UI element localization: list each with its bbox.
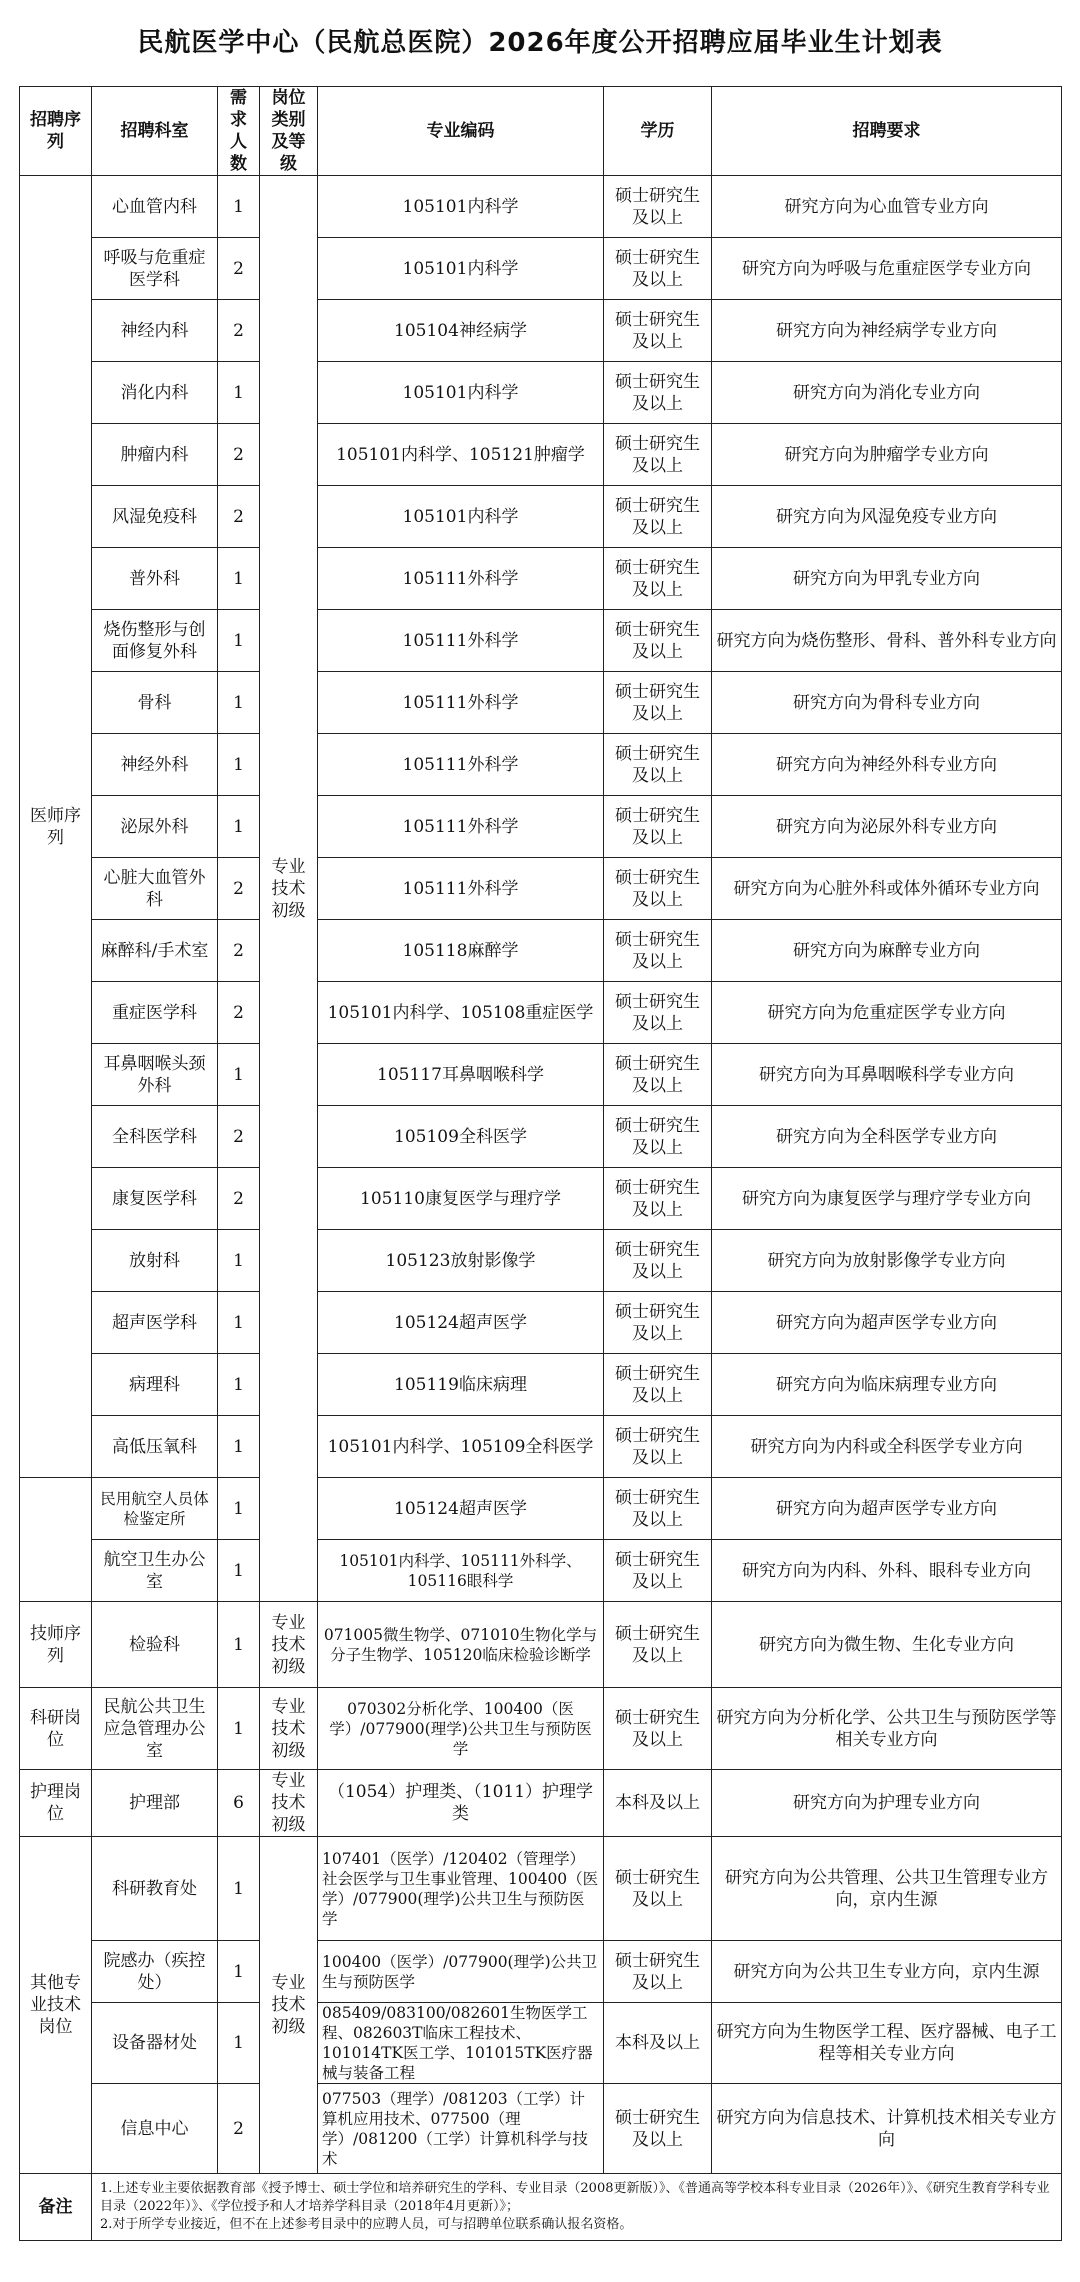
cell-major: 107401（医学）/120402（管理学）社会医学与卫生事业管理、100400（医学）/077900(理学)公共卫生与预防医学 — [318, 1837, 604, 1941]
group-other: 其他专业技术岗位 — [20, 1837, 92, 2174]
table-row — [20, 1292, 1062, 1354]
table-row — [20, 1168, 1062, 1230]
cell-num: 1 — [218, 1540, 260, 1602]
cell-edu: 硕士研究生及以上 — [604, 424, 712, 486]
cell-dept: 心血管内科 — [92, 176, 218, 238]
header-seq: 招聘序列 — [20, 87, 92, 176]
table-row — [20, 796, 1062, 858]
cell-edu: 硕士研究生及以上 — [604, 610, 712, 672]
cell-major: 105101内科学 — [318, 362, 604, 424]
cell-dept: 信息中心 — [92, 2084, 218, 2174]
cell-num: 2 — [218, 300, 260, 362]
cell-major: 105123放射影像学 — [318, 1230, 604, 1292]
cell-req: 研究方向为烧伤整形、骨科、普外科专业方向 — [712, 610, 1062, 672]
cell-major: 105124超声医学 — [318, 1478, 604, 1540]
cell-dept: 烧伤整形与创面修复外科 — [92, 610, 218, 672]
cell-num: 1 — [218, 362, 260, 424]
table-row — [20, 1602, 1062, 1688]
table-row — [20, 362, 1062, 424]
cell-dept: 民航公共卫生应急管理办公室 — [92, 1688, 218, 1770]
cell-req: 研究方向为甲乳专业方向 — [712, 548, 1062, 610]
cell-major: 105118麻醉学 — [318, 920, 604, 982]
cell-edu: 硕士研究生及以上 — [604, 1292, 712, 1354]
cell-edu: 硕士研究生及以上 — [604, 982, 712, 1044]
cell-num: 1 — [218, 1941, 260, 2003]
cell-major: 105117耳鼻咽喉科学 — [318, 1044, 604, 1106]
table-row — [20, 1044, 1062, 1106]
table-row — [20, 1941, 1062, 2003]
cell-req: 研究方向为风湿免疫专业方向 — [712, 486, 1062, 548]
cell-dept: 肿瘤内科 — [92, 424, 218, 486]
cell-dept: 消化内科 — [92, 362, 218, 424]
cell-num: 2 — [218, 858, 260, 920]
cell-num: 2 — [218, 2084, 260, 2174]
table-row — [20, 858, 1062, 920]
table-row — [20, 424, 1062, 486]
cell-num: 1 — [218, 672, 260, 734]
cell-edu: 硕士研究生及以上 — [604, 858, 712, 920]
cell-req: 研究方向为超声医学专业方向 — [712, 1478, 1062, 1540]
cell-major: 105111外科学 — [318, 548, 604, 610]
cell-dept: 护理部 — [92, 1770, 218, 1837]
cell-req: 研究方向为放射影像学专业方向 — [712, 1230, 1062, 1292]
cell-req: 研究方向为信息技术、计算机技术相关专业方向 — [712, 2084, 1062, 2174]
cell-major: 105110康复医学与理疗学 — [318, 1168, 604, 1230]
cell-major: 105124超声医学 — [318, 1292, 604, 1354]
table-row — [20, 176, 1062, 238]
category-doctor: 专业技术初级 — [260, 176, 318, 1602]
cell-dept: 超声医学科 — [92, 1292, 218, 1354]
notes-row — [20, 2174, 1062, 2241]
cell-req: 研究方向为护理专业方向 — [712, 1770, 1062, 1837]
cell-edu: 硕士研究生及以上 — [604, 1354, 712, 1416]
cell-req: 研究方向为心脏外科或体外循环专业方向 — [712, 858, 1062, 920]
cell-req: 研究方向为临床病理专业方向 — [712, 1354, 1062, 1416]
header-cat: 岗位类别及等级 — [260, 87, 318, 176]
cell-req: 研究方向为超声医学专业方向 — [712, 1292, 1062, 1354]
cell-dept: 神经外科 — [92, 734, 218, 796]
cell-num: 1 — [218, 1044, 260, 1106]
cell-dept: 重症医学科 — [92, 982, 218, 1044]
table-row — [20, 238, 1062, 300]
cell-dept: 全科医学科 — [92, 1106, 218, 1168]
recruitment-table — [19, 86, 1062, 2241]
group-doctor: 医师序列 — [20, 176, 92, 1478]
cell-major: 105109全科医学 — [318, 1106, 604, 1168]
cell-major: 105101内科学、105108重症医学 — [318, 982, 604, 1044]
table-row — [20, 734, 1062, 796]
cell-req: 研究方向为骨科专业方向 — [712, 672, 1062, 734]
cell-dept: 放射科 — [92, 1230, 218, 1292]
cell-num: 1 — [218, 1354, 260, 1416]
cell-req: 研究方向为呼吸与危重症医学专业方向 — [712, 238, 1062, 300]
cell-num: 1 — [218, 734, 260, 796]
cell-dept: 风湿免疫科 — [92, 486, 218, 548]
cell-req: 研究方向为泌尿外科专业方向 — [712, 796, 1062, 858]
cell-dept: 病理科 — [92, 1354, 218, 1416]
category-research: 专业技术初级 — [260, 1688, 318, 1770]
cell-dept: 检验科 — [92, 1602, 218, 1688]
cell-num: 2 — [218, 486, 260, 548]
cell-num: 1 — [218, 1230, 260, 1292]
cell-num: 1 — [218, 1416, 260, 1478]
cell-req: 研究方向为心血管专业方向 — [712, 176, 1062, 238]
cell-edu: 本科及以上 — [604, 2003, 712, 2084]
cell-num: 1 — [218, 548, 260, 610]
cell-major: 105104神经病学 — [318, 300, 604, 362]
cell-dept: 院感办（疾控处） — [92, 1941, 218, 2003]
table-row — [20, 300, 1062, 362]
table-row — [20, 1416, 1062, 1478]
cell-edu: 硕士研究生及以上 — [604, 176, 712, 238]
group-nursing: 护理岗位 — [20, 1770, 92, 1837]
cell-major: 105111外科学 — [318, 796, 604, 858]
table-row — [20, 1478, 1062, 1540]
cell-edu: 本科及以上 — [604, 1770, 712, 1837]
cell-dept: 呼吸与危重症医学科 — [92, 238, 218, 300]
cell-major: 071005微生物学、071010生物化学与分子生物学、105120临床检验诊断学 — [318, 1602, 604, 1688]
cell-num: 2 — [218, 238, 260, 300]
cell-req: 研究方向为神经外科专业方向 — [712, 734, 1062, 796]
table-row — [20, 486, 1062, 548]
cell-major: 105111外科学 — [318, 672, 604, 734]
cell-num: 1 — [218, 796, 260, 858]
group-tech: 技师序列 — [20, 1602, 92, 1688]
category-nursing: 专业技术初级 — [260, 1770, 318, 1837]
cell-num: 1 — [218, 176, 260, 238]
cell-edu: 硕士研究生及以上 — [604, 1106, 712, 1168]
cell-req: 研究方向为内科或全科医学专业方向 — [712, 1416, 1062, 1478]
cell-edu: 硕士研究生及以上 — [604, 238, 712, 300]
table-row — [20, 920, 1062, 982]
cell-num: 2 — [218, 982, 260, 1044]
cell-major: 105111外科学 — [318, 734, 604, 796]
cell-edu: 硕士研究生及以上 — [604, 1941, 712, 2003]
cell-dept: 康复医学科 — [92, 1168, 218, 1230]
table-row — [20, 1837, 1062, 1941]
cell-req: 研究方向为公共卫生专业方向，京内生源 — [712, 1941, 1062, 2003]
table-row — [20, 982, 1062, 1044]
cell-major: 105101内科学、105111外科学、105116眼科学 — [318, 1540, 604, 1602]
cell-edu: 硕士研究生及以上 — [604, 796, 712, 858]
cell-edu: 硕士研究生及以上 — [604, 1688, 712, 1770]
cell-major: 070302分析化学、100400（医学）/077900(理学)公共卫生与预防医学 — [318, 1688, 604, 1770]
cell-major: 105101内科学 — [318, 176, 604, 238]
cell-edu: 硕士研究生及以上 — [604, 362, 712, 424]
table-row — [20, 1770, 1062, 1837]
notes-label: 备注 — [20, 2174, 92, 2241]
cell-req: 研究方向为消化专业方向 — [712, 362, 1062, 424]
category-other: 专业技术初级 — [260, 1837, 318, 2174]
table-row — [20, 1540, 1062, 1602]
cell-num: 2 — [218, 424, 260, 486]
header-dept: 招聘科室 — [92, 87, 218, 176]
cell-req: 研究方向为分析化学、公共卫生与预防医学等相关专业方向 — [712, 1688, 1062, 1770]
table-row — [20, 2003, 1062, 2084]
cell-dept: 神经内科 — [92, 300, 218, 362]
cell-edu: 硕士研究生及以上 — [604, 734, 712, 796]
cell-num: 1 — [218, 2003, 260, 2084]
cell-edu: 硕士研究生及以上 — [604, 1044, 712, 1106]
cell-num: 6 — [218, 1770, 260, 1837]
cell-edu: 硕士研究生及以上 — [604, 920, 712, 982]
table-row — [20, 548, 1062, 610]
cell-dept: 麻醉科/手术室 — [92, 920, 218, 982]
cell-req: 研究方向为耳鼻咽喉科学专业方向 — [712, 1044, 1062, 1106]
cell-dept: 民用航空人员体检鉴定所 — [92, 1478, 218, 1540]
cell-num: 2 — [218, 1106, 260, 1168]
cell-num: 1 — [218, 1602, 260, 1688]
cell-edu: 硕士研究生及以上 — [604, 300, 712, 362]
cell-num: 2 — [218, 1168, 260, 1230]
header-major: 专业编码 — [318, 87, 604, 176]
header-edu: 学历 — [604, 87, 712, 176]
table-row — [20, 610, 1062, 672]
cell-dept: 心脏大血管外科 — [92, 858, 218, 920]
cell-edu: 硕士研究生及以上 — [604, 1837, 712, 1941]
cell-major: 105101内科学、105109全科医学 — [318, 1416, 604, 1478]
cell-dept: 设备器材处 — [92, 2003, 218, 2084]
cell-num: 1 — [218, 1688, 260, 1770]
cell-major: （1054）护理类、（1011）护理学类 — [318, 1770, 604, 1837]
cell-dept: 科研教育处 — [92, 1837, 218, 1941]
cell-edu: 硕士研究生及以上 — [604, 1230, 712, 1292]
cell-major: 105111外科学 — [318, 858, 604, 920]
table-row — [20, 2084, 1062, 2174]
cell-dept: 耳鼻咽喉头颈外科 — [92, 1044, 218, 1106]
cell-edu: 硕士研究生及以上 — [604, 672, 712, 734]
group-research: 科研岗位 — [20, 1688, 92, 1770]
cell-major: 105101内科学、105121肿瘤学 — [318, 424, 604, 486]
cell-major: 105111外科学 — [318, 610, 604, 672]
cell-major: 105101内科学 — [318, 486, 604, 548]
table-row — [20, 672, 1062, 734]
cell-dept: 高低压氧科 — [92, 1416, 218, 1478]
group-blank — [20, 1478, 92, 1602]
cell-req: 研究方向为危重症医学专业方向 — [712, 982, 1062, 1044]
cell-num: 1 — [218, 1478, 260, 1540]
category-tech: 专业技术初级 — [260, 1602, 318, 1688]
cell-edu: 硕士研究生及以上 — [604, 2084, 712, 2174]
cell-req: 研究方向为生物医学工程、医疗器械、电子工程等相关专业方向 — [712, 2003, 1062, 2084]
note-item: 2.对于所学专业接近，但不在上述参考目录中的应聘人员，可与招聘单位联系确认报名资格。 — [100, 2217, 633, 2232]
cell-dept: 泌尿外科 — [92, 796, 218, 858]
cell-req: 研究方向为麻醉专业方向 — [712, 920, 1062, 982]
cell-major: 105119临床病理 — [318, 1354, 604, 1416]
cell-edu: 硕士研究生及以上 — [604, 486, 712, 548]
page-title: 民航医学中心（民航总医院）2026年度公开招聘应届毕业生计划表 — [137, 28, 943, 58]
cell-edu: 硕士研究生及以上 — [604, 1478, 712, 1540]
cell-edu: 硕士研究生及以上 — [604, 548, 712, 610]
cell-req: 研究方向为内科、外科、眼科专业方向 — [712, 1540, 1062, 1602]
cell-edu: 硕士研究生及以上 — [604, 1416, 712, 1478]
cell-req: 研究方向为康复医学与理疗学专业方向 — [712, 1168, 1062, 1230]
cell-major: 077503（理学）/081203（工学）计算机应用技术、077500（理学）/081200（工学）计算机科学与技术 — [318, 2084, 604, 2174]
cell-dept: 航空卫生办公室 — [92, 1540, 218, 1602]
cell-major: 105101内科学 — [318, 238, 604, 300]
header-req: 招聘要求 — [712, 87, 1062, 176]
cell-edu: 硕士研究生及以上 — [604, 1602, 712, 1688]
table-row — [20, 1106, 1062, 1168]
note-item: 1.上述专业主要依据教育部《授予博士、硕士学位和培养研究生的学科、专业目录（2008更新版）》、《普通高等学校本科专业目录（2026年）》、《研究生教育学科专业目录（2022年）》、《学位授予和人才培养学科目录（2018年4月更新）》； — [100, 2181, 1050, 2214]
cell-num: 1 — [218, 1837, 260, 1941]
cell-major: 100400（医学）/077900(理学)公共卫生与预防医学 — [318, 1941, 604, 2003]
cell-req: 研究方向为神经病学专业方向 — [712, 300, 1062, 362]
cell-dept: 骨科 — [92, 672, 218, 734]
table-row — [20, 1354, 1062, 1416]
cell-num: 1 — [218, 610, 260, 672]
cell-num: 2 — [218, 920, 260, 982]
cell-edu: 硕士研究生及以上 — [604, 1168, 712, 1230]
table-row — [20, 1688, 1062, 1770]
cell-dept: 普外科 — [92, 548, 218, 610]
cell-num: 1 — [218, 1292, 260, 1354]
cell-major: 085409/083100/082601生物医学工程、082603T临床工程技术、101014TK医工学、101015TK医疗器械与装备工程 — [318, 2003, 604, 2084]
cell-req: 研究方向为微生物、生化专业方向 — [712, 1602, 1062, 1688]
table-header-row — [20, 87, 1062, 176]
table-row — [20, 1230, 1062, 1292]
cell-edu: 硕士研究生及以上 — [604, 1540, 712, 1602]
notes-content — [92, 2174, 1062, 2241]
cell-req: 研究方向为肿瘤学专业方向 — [712, 424, 1062, 486]
cell-req: 研究方向为公共管理、公共卫生管理专业方向，京内生源 — [712, 1837, 1062, 1941]
cell-req: 研究方向为全科医学专业方向 — [712, 1106, 1062, 1168]
header-num: 需求人数 — [218, 87, 260, 176]
